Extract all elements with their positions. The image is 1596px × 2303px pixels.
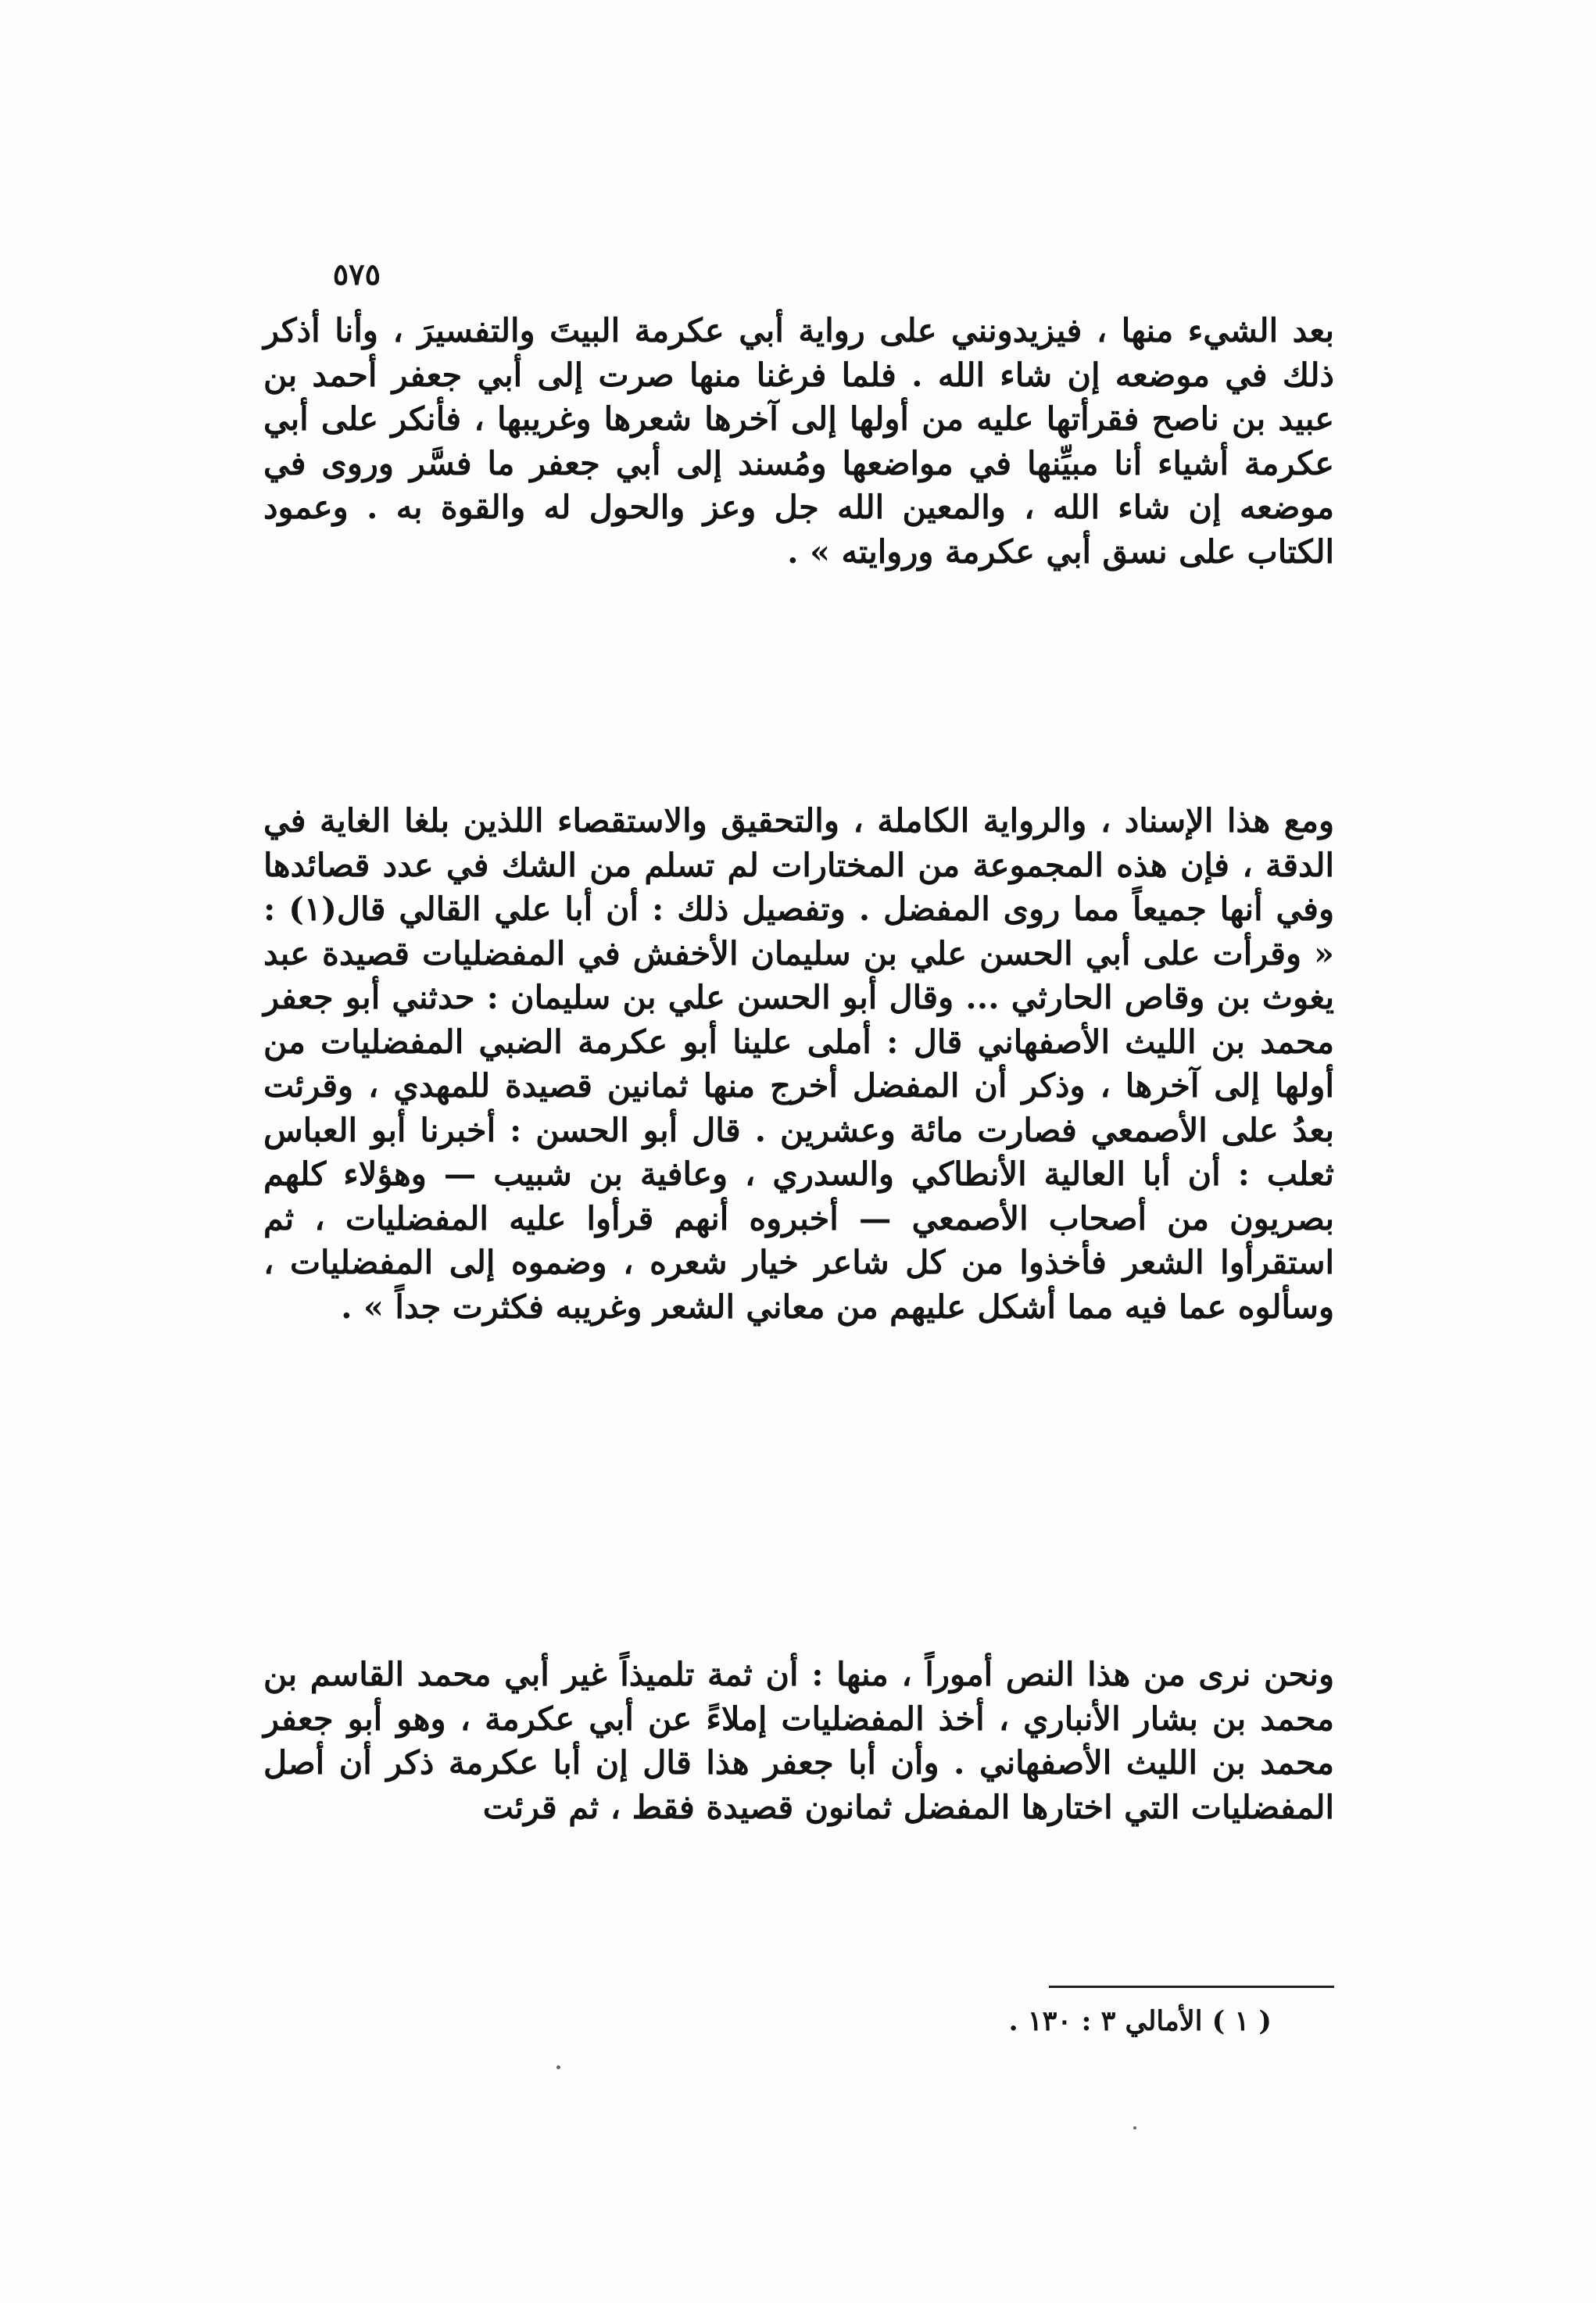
paragraph-text: ومع هذا الإسناد ، والرواية الكاملة ، والتحقيق والاستقصاء اللذين بلغا الغاية في الدقة ، فإن هذه المجموعة من المختارات لم تسلم من الشك في عدد قصائدها وفي أنها جميعاً مما روى المفضل . وتفصيل ذلك : أن أبا علي القالي قال(١) : « وقرأت على أبي الحسن علي بن سليمان الأخفش في المفضليات قصيدة عبد يغوث بن وقاص الحارثي ... وقال أبو الحسن علي بن سليمان : حدثني أبو جعفر محمد بن الليث الأصفهاني قال : أملى علينا أبو عكرمة الضبي المفضليات من أولها إلى آخرها ، وذكر أن المفضل أخرج منها ثمانين قصيدة للمهدي ، وقرئت بعدُ على الأصمعي فصارت مائة وعشرين . قال أبو الحسن : أخبرنا أبو العباس ثعلب : أن أبا العالية الأنطاكي والسدري ، وعافية بن شبيب — وهؤلاء كلهم بصريون من أصحاب الأصمعي — أخبروه أنهم قرأوا عليه المفضليات ، ثم استقرأوا الشعر فأخذوا من كل شاعر خيار شعره ، وضموه إلى المفضليات ، وسألوه عما فيه مما أشكل عليهم من معاني الشعر وغريبه فكثرت جداً » . — [263, 801, 1335, 1326]
scan-speck — [556, 2065, 560, 2069]
paragraph-2 — [263, 799, 1334, 1329]
footnote-divider — [1049, 1986, 1334, 1988]
paragraph-text: ونحن نرى من هذا النص أموراً ، منها : أن ثمة تلميذاً غير أبي محمد القاسم بن محمد بن بشار الأنباري ، أخذ المفضليات إملاءً عن أبي عكرمة ، وهو أبو جعفر محمد بن الليث الأصفهاني . وأن أبا جعفر هذا قال إن أبا عكرمة ذكر أن أصل المفضليات التي اختارها المفضل ثمانون قصيدة فقط ، ثم قرئت — [263, 1655, 1334, 1826]
paragraph-1 — [263, 309, 1334, 574]
footnote: ( ١ ) الأمالي ٣ : ١٣٠ . — [1008, 2005, 1272, 2037]
page-number: ٥٧٥ — [332, 256, 381, 292]
paragraph-3 — [263, 1653, 1334, 1829]
scan-speck — [1133, 2126, 1136, 2129]
paragraph-text: بعد الشيء منها ، فيزيدونني على رواية أبي عكرمة البيتَ والتفسيرَ ، وأنا أذكر ذلك في موضعه إن شاء الله . فلما فرغنا منها صرت إلى أبي جعفر أحمد بن عبيد بن ناصح فقرأتها عليه من أولها إلى آخرها شعرها وغريبها ، فأنكر على أبي عكرمة أشياء أنا مبيِّنها في مواضعها ومُسند إلى أبي جعفر ما فسَّر وروى في موضعه إن شاء الله ، والمعين الله جل وعز والحول له والقوة به . وعمود الكتاب على نسق أبي عكرمة وروايته » . — [263, 311, 1334, 571]
